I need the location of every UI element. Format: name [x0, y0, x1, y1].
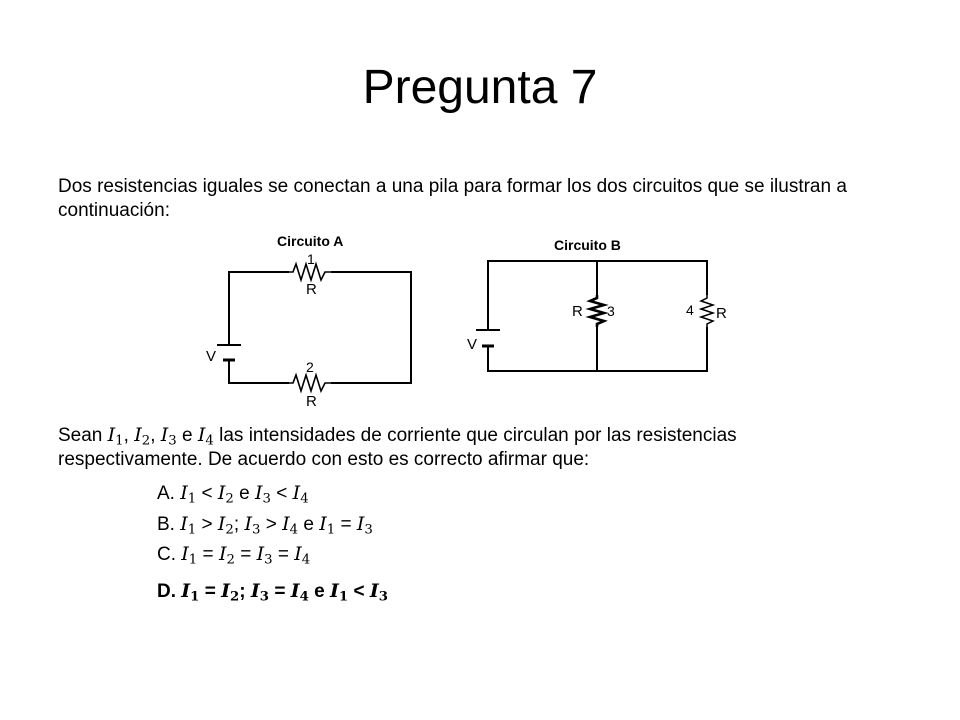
current-symbol: $I_1$ [181, 543, 198, 568]
conjunction: e [303, 514, 314, 535]
current-symbol: $I_3$ [256, 543, 273, 568]
current-i4: $I_4$ [197, 424, 214, 449]
conjunction: e [239, 483, 250, 504]
intro-text: Dos resistencias iguales se conectan a una pila para formar los dos circuitos que se ilustran a continuación: [58, 176, 847, 221]
current-symbol: $I_3$ [255, 482, 271, 507]
resistor-4-label: R [716, 305, 727, 322]
current-symbol: $I_3$ [244, 513, 261, 538]
operator: = [340, 514, 352, 535]
option-a [157, 481, 309, 506]
operator: = [240, 544, 252, 565]
circuit-a-voltage: V [206, 348, 217, 365]
operator: > [265, 514, 277, 535]
circuit-b-voltage: V [467, 336, 478, 353]
operator: = [204, 581, 216, 602]
option-b [157, 512, 373, 537]
current-symbol: $I_4$ [292, 482, 309, 507]
current-symbol: $I_3$ [250, 580, 270, 605]
current-symbol: $I_2$ [221, 580, 240, 605]
operator: < [201, 483, 213, 504]
option-d-correct [157, 579, 388, 604]
option-letter: C. [157, 544, 176, 565]
current-symbol: $I_4$ [290, 580, 309, 605]
option-c [157, 542, 310, 567]
operator: ; [233, 514, 240, 535]
resistor-4-number: 4 [686, 302, 694, 318]
current-symbol: $I_2$ [217, 482, 234, 507]
resistor-3-number: 3 [607, 303, 615, 319]
resistor-4-icon [701, 295, 713, 327]
current-symbol: $I_1$ [180, 513, 197, 538]
resistor-2-label: R [306, 393, 317, 410]
current-symbol: $I_1$ [181, 580, 200, 605]
conjunction: e [314, 581, 325, 602]
option-letter: B. [157, 514, 175, 535]
current-symbol: $I_1$ [180, 482, 197, 507]
resistor-1-icon [289, 264, 331, 280]
current-i1: $I_1$ [107, 424, 124, 449]
option-letter: D. [157, 581, 176, 602]
operator: < [276, 483, 288, 504]
question-rest: las intensidades de corriente que circulan por las resistencias respectivamente. De acuerdo con esto es correcto afirmar que: [58, 425, 737, 470]
current-i3: $I_3$ [160, 424, 177, 449]
current-symbol: $I_3$ [369, 580, 388, 605]
operator: ; [239, 581, 246, 602]
question-text: Sean $I_1$, $I_2$, $I_3$ e $I_4$ las intensidades de corriente que circulan por las resistencias respectivamente. De acuerdo con esto es correcto afirmar que: [58, 424, 737, 470]
operator: = [202, 544, 214, 565]
current-symbol: $I_4$ [282, 513, 299, 538]
resistor-1-label: R [306, 281, 317, 298]
current-symbol: $I_2$ [217, 513, 234, 538]
current-symbol: $I_4$ [294, 543, 311, 568]
operator: > [201, 514, 213, 535]
current-symbol: $I_2$ [218, 543, 235, 568]
current-i2: $I_2$ [134, 424, 151, 449]
operator: = [274, 581, 286, 602]
resistor-2-icon [289, 375, 331, 391]
resistor-3-icon [590, 295, 604, 327]
current-symbol: $I_1$ [330, 580, 349, 605]
resistor-1-number: 1 [307, 251, 315, 267]
operator: < [353, 581, 365, 602]
resistor-3-label: R [572, 303, 583, 320]
circuit-b [476, 261, 713, 371]
sean-word: Sean [58, 425, 103, 446]
current-symbol: $I_1$ [319, 513, 336, 538]
operator: = [277, 544, 289, 565]
slide-title: Pregunta 7 [362, 61, 598, 114]
circuit-a-title: Circuito A [277, 233, 344, 249]
resistor-2-number: 2 [306, 359, 314, 375]
current-symbol: $I_3$ [356, 513, 373, 538]
circuit-a [217, 264, 411, 391]
option-letter: A. [157, 483, 175, 504]
circuit-b-title: Circuito B [554, 237, 621, 253]
